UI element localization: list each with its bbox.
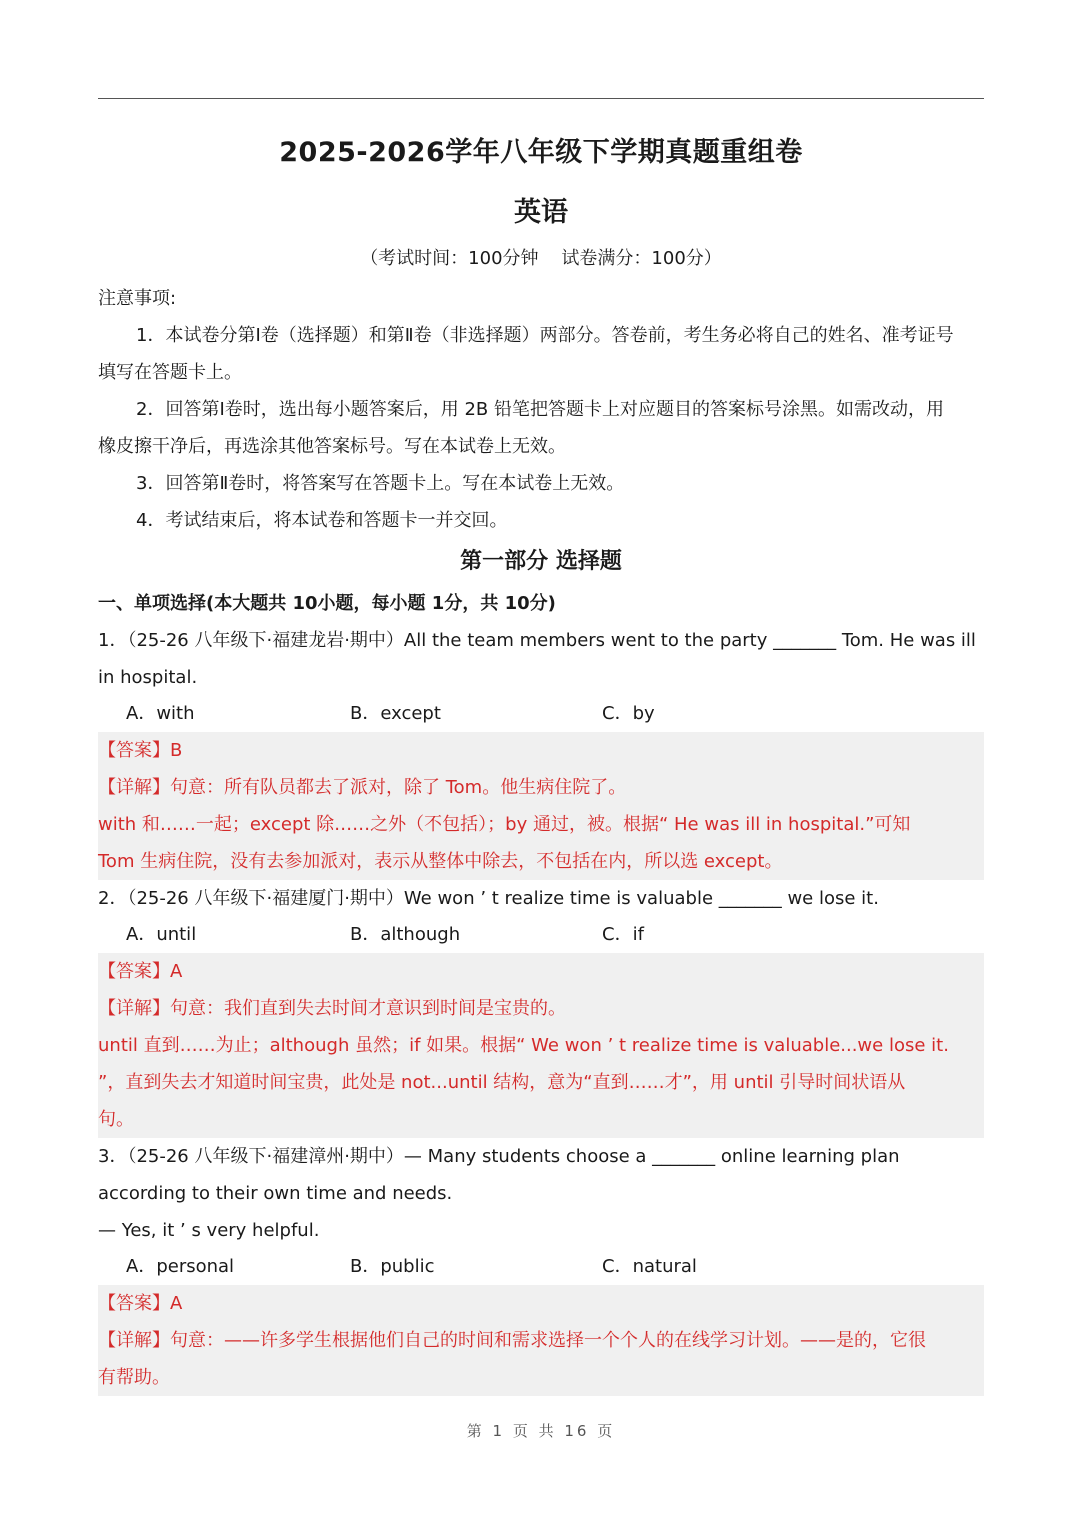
note-item: 2．回答第Ⅰ卷时，选出每小题答案后，用 2B 铅笔把答题卡上对应题目的答案标号涂黑。如需改动，用 (136, 399, 945, 420)
explanation-line: 【详解】句意：——许多学生根据他们自己的时间和需求选择一个个人的在线学习计划。——是的，它很 (98, 1330, 926, 1351)
exam-body (98, 280, 984, 1396)
option-a: A．until (126, 924, 197, 945)
option-a: A．personal (126, 1256, 235, 1277)
option-c: C．natural (602, 1256, 697, 1277)
explanation-line: ”，直到失去才知道时间宝贵，此处是 not...until 结构，意为“直到……才”，用 until 引导时间状语从 (98, 1072, 906, 1093)
question-3 (98, 1138, 984, 1396)
question-options (98, 917, 984, 953)
explanation-line: Tom 生病住院，没有去参加派对，表示从整体中除去，不包括在内，所以选 except。 (98, 851, 783, 872)
notes-heading: 注意事项: (98, 288, 177, 309)
exam-title: 2025-2026学年八年级下学期真题重组卷 (279, 137, 803, 168)
option-b: B．except (350, 703, 441, 724)
question-2 (98, 880, 984, 1138)
note-item: 3．回答第Ⅱ卷时，将答案写在答题卡上。写在本试卷上无效。 (136, 473, 625, 494)
option-c: C．by (602, 703, 655, 724)
explanation-line: 【详解】句意：我们直到失去时间才意识到时间是宝贵的。 (98, 998, 566, 1019)
question-stem: — Yes, it ’ s very helpful. (98, 1220, 320, 1241)
question-stem: in hospital. (98, 667, 198, 688)
explanation-line: 【详解】句意：所有队员都去了派对，除了 Tom。他生病住院了。 (98, 777, 627, 798)
option-b: B．although (350, 924, 461, 945)
question-stem: according to their own time and needs. (98, 1183, 453, 1204)
explanation-line: 有帮助。 (98, 1367, 170, 1388)
answer-label: 【答案】A (98, 1293, 183, 1314)
question-options (98, 1249, 984, 1285)
question-1 (98, 622, 984, 880)
answer-box (98, 953, 984, 1138)
subsection-title: 一、单项选择(本大题共 10小题，每小题 1分，共 10分) (98, 593, 556, 614)
note-item: 填写在答题卡上。 (98, 362, 242, 383)
section-title: 第一部分 选择题 (460, 549, 622, 574)
question-options (98, 696, 984, 732)
answer-label: 【答案】B (98, 740, 183, 761)
exam-info: （考试时间：100分钟 试卷满分：100分） (360, 248, 722, 269)
explanation-line: with 和……一起；except 除……之外（不包括）；by 通过，被。根据“ He was ill in hospital.”可知 (98, 814, 911, 835)
option-a: A．with (126, 703, 195, 724)
top-rule (98, 98, 984, 99)
option-c: C．if (602, 924, 644, 945)
note-item: 1．本试卷分第Ⅰ卷（选择题）和第Ⅱ卷（非选择题）两部分。答卷前，考生务必将自己的姓名、准考证号 (136, 325, 954, 346)
question-stem: 1．（25-26 八年级下·福建龙岩·期中）All the team members went to the party _______ Tom. He was ill (98, 630, 976, 651)
answer-label: 【答案】A (98, 961, 183, 982)
question-stem: 3．（25-26 八年级下·福建漳州·期中）— Many students choose a _______ online learning plan (98, 1146, 900, 1167)
question-stem: 2．（25-26 八年级下·福建厦门·期中）We won ’ t realize time is valuable _______ we lose it. (98, 888, 879, 909)
subject-title: 英语 (514, 197, 568, 228)
explanation-line: 句。 (98, 1109, 134, 1130)
explanation-line: until 直到……为止；although 虽然；if 如果。根据“ We won ’ t realize time is valuable...we lose it. (98, 1035, 949, 1056)
answer-box (98, 1285, 984, 1396)
option-b: B．public (350, 1256, 435, 1277)
page-footer: 第 1 页 共 16 页 (466, 1422, 616, 1440)
note-item: 橡皮擦干净后，再选涂其他答案标号。写在本试卷上无效。 (98, 436, 566, 457)
note-item: 4．考试结束后，将本试卷和答题卡一并交回。 (136, 510, 508, 531)
answer-box (98, 732, 984, 880)
